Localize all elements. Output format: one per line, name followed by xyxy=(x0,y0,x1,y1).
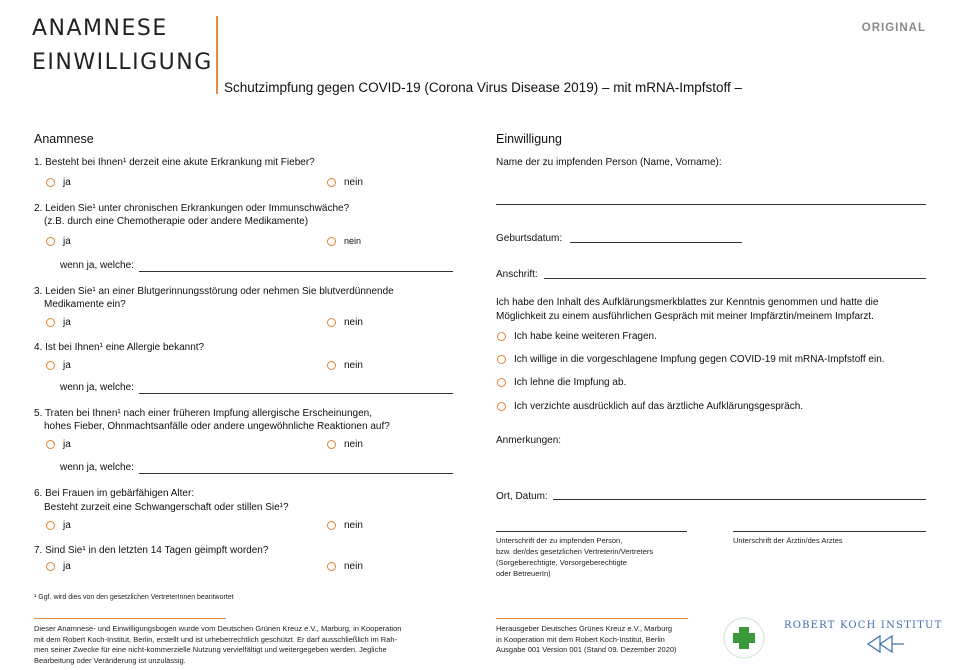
remarks-label: Anmerkungen: xyxy=(496,435,562,446)
option-label: nein xyxy=(344,520,363,531)
q5-which-field[interactable] xyxy=(139,473,453,474)
footer-line: Dieser Anamnese- und Einwilligungsbogen wurde vom Deutschen Grünen Kreuz e.V., Marburg, in Kooperation xyxy=(34,624,402,633)
consent-statement-line1: Ich habe den Inhalt des Aufklärungsmerkblattes zur Kenntnis genommen und hatte die xyxy=(496,297,879,308)
q7-no-option[interactable] xyxy=(327,561,363,572)
question-3-cont: Medikamente ein? xyxy=(44,299,126,310)
q6-yes-option[interactable] xyxy=(46,520,71,531)
radio-icon xyxy=(327,237,336,246)
question-5-cont: hohes Fieber, Ohnmachtsanfälle oder andere ungewöhnliche Reaktionen auf? xyxy=(44,421,390,432)
question-2: 2. Leiden Sie¹ unter chronischen Erkrankungen oder Immunschwäche? xyxy=(34,203,350,214)
footer-publisher xyxy=(496,624,677,656)
place-date-field[interactable] xyxy=(553,499,926,500)
option-label: Ich willige in die vorgeschlagene Impfung gegen COVID-19 mit mRNA-Impfstoff ein. xyxy=(514,354,885,365)
footer-line: mit dem Robert Koch-Institut, Berlin, erstellt und ist urheberrechtlich geschützt. Er darf ausschließlich im Rah- xyxy=(34,634,398,644)
q2-which-field[interactable] xyxy=(139,271,453,272)
rki-logo-icon xyxy=(866,634,906,654)
option-label: ja xyxy=(63,236,71,247)
option-label: Ich lehne die Impfung ab. xyxy=(514,377,627,388)
caption-line: Unterschrift der zu impfenden Person, xyxy=(496,536,623,545)
birthdate-field[interactable] xyxy=(570,242,742,243)
question-6-cont: Besteht zurzeit eine Schwangerschaft oder stillen Sie¹? xyxy=(44,502,289,513)
person-name-label: Name der zu impfenden Person (Name, Vorname): xyxy=(496,157,722,168)
radio-icon xyxy=(327,562,336,571)
option-label: nein xyxy=(344,236,362,246)
q4-no-option[interactable] xyxy=(327,360,363,371)
person-name-field[interactable] xyxy=(496,204,926,205)
header-divider xyxy=(216,16,218,94)
q5-which-label: wenn ja, welche: xyxy=(60,462,134,473)
birthdate-label: Geburtsdatum: xyxy=(496,233,563,244)
consent-option-waive-consultation[interactable] xyxy=(497,401,803,412)
option-label: nein xyxy=(344,317,363,328)
address-label: Anschrift: xyxy=(496,269,538,280)
q3-yes-option[interactable] xyxy=(46,317,71,328)
q4-which-field[interactable] xyxy=(139,393,453,394)
q1-no-option[interactable] xyxy=(327,177,363,188)
q5-no-option[interactable] xyxy=(327,439,363,450)
footnote: ¹ Ggf. wird dies von den gesetzlichen VertreterInnen beantwortet xyxy=(34,594,234,601)
radio-icon xyxy=(327,521,336,530)
q7-yes-option[interactable] xyxy=(46,561,71,572)
q2-yes-option[interactable] xyxy=(46,236,71,247)
dgk-logo-icon xyxy=(722,616,766,660)
option-label: ja xyxy=(63,561,71,572)
rki-logo-text: ROBERT KOCH INSTITUT xyxy=(784,620,943,631)
footer-line: men seiner Zwecke für eine nicht-kommerzielle Nutzung vervielfältigt und weitergegeben werden. Jegliche xyxy=(34,645,387,654)
option-label: ja xyxy=(63,439,71,450)
radio-icon xyxy=(46,237,55,246)
address-field[interactable] xyxy=(544,278,926,279)
radio-icon xyxy=(497,332,506,341)
place-date-label: Ort, Datum: xyxy=(496,491,548,502)
section-heading-anamnese: Anamnese xyxy=(34,132,94,146)
radio-icon xyxy=(46,521,55,530)
footer-line: Bearbeitung oder Veränderung ist unzulässig. xyxy=(34,655,186,665)
question-6: 6. Bei Frauen im gebärfähigen Alter: xyxy=(34,488,195,499)
original-badge: ORIGINAL xyxy=(861,22,926,34)
option-label: ja xyxy=(63,360,71,371)
option-label: nein xyxy=(344,360,363,371)
option-label: nein xyxy=(344,561,363,572)
radio-icon xyxy=(46,361,55,370)
doctor-signature-field[interactable] xyxy=(733,531,926,532)
q2-no-option[interactable] xyxy=(327,236,361,246)
footer-line: Herausgeber Deutsches Grünes Kreuz e.V., Marburg xyxy=(496,624,673,633)
person-signature-field[interactable] xyxy=(496,531,687,532)
caption-line: bzw. der/des gesetzlichen Vertreterin/Vertreters xyxy=(496,547,654,556)
radio-icon xyxy=(497,355,506,364)
q5-yes-option[interactable] xyxy=(46,439,71,450)
option-label: ja xyxy=(63,177,71,188)
q6-no-option[interactable] xyxy=(327,520,363,531)
question-5: 5. Traten bei Ihnen¹ nach einer früheren Impfung allergische Erscheinungen, xyxy=(34,408,372,419)
question-2-detail: (z.B. durch eine Chemotherapie oder andere Medikamente) xyxy=(44,216,309,227)
consent-option-agree[interactable] xyxy=(497,354,885,365)
consent-option-no-questions[interactable] xyxy=(497,331,657,342)
section-heading-einwilligung: Einwilligung xyxy=(496,132,563,146)
footer-line: Ausgabe 001 Version 001 (Stand 09. Dezember 2020) xyxy=(496,645,677,654)
option-label: nein xyxy=(344,439,363,450)
title-anamnese: ANAMNESE xyxy=(32,16,168,41)
q4-yes-option[interactable] xyxy=(46,360,71,371)
footer-copyright xyxy=(34,624,401,666)
radio-icon xyxy=(327,440,336,449)
option-label: Ich verzichte ausdrücklich auf das ärztliche Aufklärungsgespräch. xyxy=(514,401,804,412)
q1-yes-option[interactable] xyxy=(46,177,71,188)
q3-no-option[interactable] xyxy=(327,317,363,328)
radio-icon xyxy=(327,178,336,187)
person-signature-caption xyxy=(496,535,653,579)
radio-icon xyxy=(46,318,55,327)
document-subtitle: Schutzimpfung gegen COVID-19 (Corona Virus Disease 2019) – mit mRNA-Impfstoff – xyxy=(224,80,742,95)
q4-which-label: wenn ja, welche: xyxy=(60,382,134,393)
option-label: Ich habe keine weiteren Fragen. xyxy=(514,331,657,342)
radio-icon xyxy=(497,402,506,411)
radio-icon xyxy=(327,318,336,327)
radio-icon xyxy=(497,378,506,387)
footer-line: in Kooperation mit dem Robert Koch-Institut, Berlin xyxy=(496,634,665,644)
question-1: 1. Besteht bei Ihnen¹ derzeit eine akute Erkrankung mit Fieber? xyxy=(34,157,315,168)
radio-icon xyxy=(46,562,55,571)
footer-rule-left xyxy=(34,618,226,619)
option-label: ja xyxy=(63,317,71,328)
radio-icon xyxy=(327,361,336,370)
caption-line: (Sorgeberechtigte, Vorsorgeberechtigte xyxy=(496,558,627,567)
question-3: 3. Leiden Sie¹ an einer Blutgerinnungsstörung oder nehmen Sie blutverdünnende xyxy=(34,286,394,297)
option-label: ja xyxy=(63,520,71,531)
consent-option-decline[interactable] xyxy=(497,377,626,388)
q2-which-label: wenn ja, welche: xyxy=(60,260,134,271)
doctor-signature-caption: Unterschrift der Ärztin/des Arztes xyxy=(733,536,843,545)
radio-icon xyxy=(46,440,55,449)
title-einwilligung: EINWILLIGUNG xyxy=(32,50,213,75)
consent-statement-line2: Möglichkeit zu einem ausführlichen Gespräch mit meiner Impfärztin/meinem Impfarzt. xyxy=(496,311,874,322)
footer-rule-mid xyxy=(496,618,688,619)
question-4: 4. Ist bei Ihnen¹ eine Allergie bekannt? xyxy=(34,342,205,353)
question-7: 7. Sind Sie¹ in den letzten 14 Tagen geimpft worden? xyxy=(34,545,269,556)
caption-line: oder BetreuerIn) xyxy=(496,569,551,578)
option-label: nein xyxy=(344,177,363,188)
radio-icon xyxy=(46,178,55,187)
